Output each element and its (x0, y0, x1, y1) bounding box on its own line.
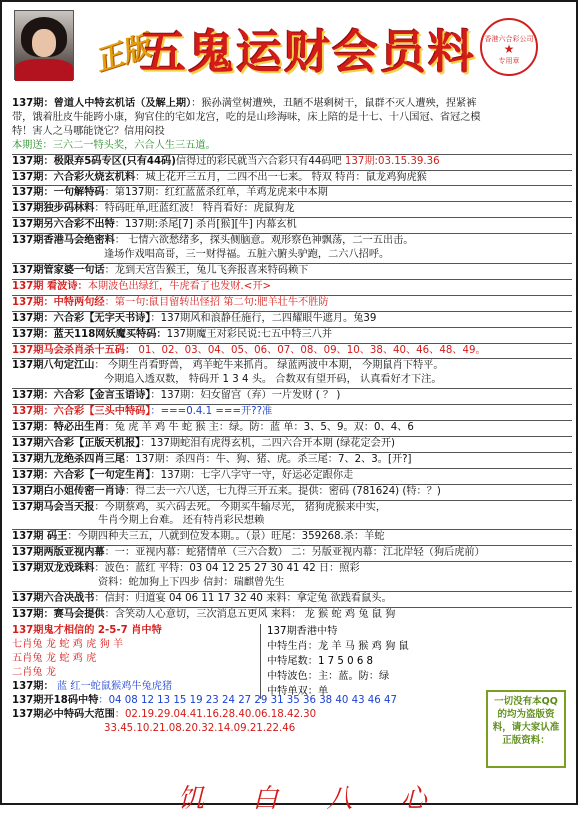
tip-line (12, 311, 572, 326)
tip-text: 特！害人之马哪能饶它？信用闷投 (12, 125, 165, 137)
tip-text: 137期：特必出生肖 (12, 422, 105, 434)
anti-piracy-notice: 一切没有本QQ的均为盗版资料，请大家认准正版资料： (486, 690, 566, 768)
tip-text: 137期六合决战书 (12, 593, 95, 604)
tip-line (12, 170, 572, 185)
tip-line (12, 694, 397, 708)
tip-line (12, 500, 572, 515)
row-value: 主：蓝。防：绿 (317, 671, 390, 682)
tip-text: ：城上花开三五月，二四不出一七来。 特双 特肖：鼠龙鸡狗虎猴 (135, 171, 427, 183)
bottom-section (12, 624, 572, 814)
tip-text: 137期香港马会绝密料 (12, 235, 115, 247)
hk-special-row (267, 639, 483, 654)
tip-text: 137期双龙戏珠料 (12, 563, 95, 575)
tip-text: 137期开18码中特 (12, 695, 99, 706)
tip-text: 带，饿着肚皮牛能跨小康，狗官住的宅如龙宫，吃的是山珍海味，床上陪的是十七、十八国冠、省冠之模 (12, 111, 481, 123)
tip-text: 137期 看波诗： (12, 280, 88, 292)
tip-text: 本期波色出绿红，牛虎看了也发财.<开> (87, 280, 272, 292)
tip-text: 137期：六合彩【一句定生肖】 (12, 469, 151, 481)
tip-text: 曾道人中特玄机话（及解上期） (53, 98, 192, 109)
tip-line (12, 561, 572, 576)
tip-text: ：今期四种夫三五，八就到位发本期。。（景）旺尾：359268.杀：羊蛇 (67, 531, 385, 543)
tip-line (12, 607, 572, 622)
tip-text: ：特码旺单,旺蓝红波！ 特肖看好：虎鼠狗龙 (94, 203, 295, 215)
tip-text: 137期必中特码大范围 (12, 709, 115, 720)
tip-line (12, 591, 572, 606)
tip-text: 五肖兔 龙 蛇 鸡 虎 (12, 653, 97, 664)
tip-text: 01、02、03、04、05、06、07、08、09、10、38、40、46、48、49。 (135, 344, 486, 356)
tip-text: 137期马会当天报 (12, 501, 95, 513)
tip-line (12, 111, 572, 125)
tip-line (12, 373, 572, 387)
tip-line (12, 248, 572, 262)
tip-text: ：04 08 12 13 15 19 23 24 27 29 31 35 36 38 40 43 46 47 (98, 695, 397, 706)
tip-text: ：02.19.29.04.41.16.28.40.06.18.42.30 (114, 709, 317, 720)
tip-text: 33.45.10.21.08.20.32.14.09.21.22.46 (104, 723, 296, 734)
hk-special-row (267, 654, 483, 669)
tip-text: ：含笑动人心意切，三次消息五更风 来料： 龙 猴 蛇 鸡 兔 鼠 狗 (104, 608, 396, 620)
tip-line (12, 185, 572, 200)
tip-text: 137期六合彩【正版天机报】 (12, 437, 141, 449)
tip-text: 137期马会杀肖杀十五码： (12, 344, 136, 356)
hk-special-title: 137期香港中特 (267, 626, 338, 637)
hk-special-box (260, 624, 483, 699)
company-seal: 香港六合彩公司 ★ 专用章 (480, 18, 538, 76)
tip-text: 137期：赛马会提供 (12, 608, 105, 620)
zheng-ban-stamp: 正版 (90, 29, 155, 78)
tip-line (12, 545, 572, 560)
tip-text: 137期：六合彩火烧玄机料 (12, 171, 136, 183)
tip-text: 二肖兔 龙 (12, 667, 56, 678)
tip-line (12, 708, 317, 722)
tip-text: 资料：蛇加狗上下四步 信封：瑞麒曾先生 (98, 577, 285, 589)
tip-text: 137期：一句解特码 (12, 187, 105, 199)
tip-text: 137期：六合彩【三头中特码】 (12, 406, 151, 418)
tip-line (12, 514, 572, 528)
portrait-photo (14, 10, 74, 80)
tip-text: ： 今期生肖看野兽， 鸡羊蛇牛来抓肖。 绿蓝两波中本期， 今期鼠肖下特平。 (94, 360, 444, 372)
row-value: 单 (317, 686, 329, 697)
tip-line (12, 452, 572, 467)
tip-line (12, 420, 572, 435)
row-label: 中特单双： (267, 686, 318, 697)
tip-text: 137期另六合彩不出特 (12, 219, 115, 231)
hk-special-row (267, 669, 483, 684)
tip-text: ：一：亚视内幕：蛇猪情单（三六合数） 二：另版亚视内幕：江北岸轻（狗后虎前） (104, 547, 485, 559)
tip-text: ：137期：七字八字守一守，好运必定跟你走 (150, 469, 354, 481)
tip-text: ：137期:杀尾[7] 杀肖[猴][牛] 内幕玄机 (114, 219, 297, 231)
tip-line (12, 279, 572, 294)
tip-text: 137期：六合彩【无字天书诗】 (12, 312, 151, 324)
tip-line (12, 624, 262, 638)
tip-text: ：得二去一六八送，七九得三开五来。提供：密码 (781624) (特：？) (124, 485, 441, 497)
tip-text: 137期：六合彩【金言玉语诗】 (12, 390, 151, 402)
row-value: 1 7 5 0 6 8 (317, 656, 374, 667)
tip-line (12, 97, 572, 111)
tip-text: ：137期：杀四肖：牛、狗、猪、虎。杀三尾：7、2、3。[开?] (124, 453, 412, 465)
tip-line (12, 680, 262, 694)
tip-line (12, 327, 572, 342)
tips-list (12, 97, 572, 622)
tip-line (12, 233, 572, 248)
tip-line (12, 638, 262, 652)
tip-text: 137期独步码林料 (12, 203, 95, 215)
tip-text: 137期：中特两句经 (12, 296, 105, 308)
header (2, 2, 576, 96)
tip-text: ：第137期：红红蓝蓝杀红单，羊鸡龙虎来中本期 (104, 187, 328, 199)
tip-line (12, 436, 572, 451)
tip-text: 137期两版亚视内幕 (12, 547, 105, 559)
tip-text: 信得过的彩民就当六合彩只有44码吧 (175, 155, 342, 167)
tip-text: ：137期：妇女留宫（弃）一片发财 ( ？ ) (150, 390, 341, 402)
tip-text: ：137期蛇泪有虎得玄机，二四六合开本期 (绿花定会开) (140, 437, 395, 449)
tip-line (12, 217, 572, 232)
tip-text: 137期：蓝天118网妖魔买特码： (12, 328, 167, 340)
tip-line (12, 295, 572, 310)
tip-text: ：第一句:鼠目留转出怪招 第二句:肥羊壮牛不胜防 (104, 296, 329, 308)
tip-line (12, 201, 572, 216)
tip-line (12, 358, 572, 373)
tip-text: 极限弃5码专区(只有44码) (53, 155, 176, 167)
tip-line (12, 468, 572, 483)
row-label: 中特波色： (267, 671, 318, 682)
tip-text: 137期： (12, 98, 54, 109)
tip-text: 逢场作戏唱高哥，三一财得福。五脏六腑头驴跑，二六八招呼。 (104, 249, 390, 261)
tip-text: 137期管家婆一句话 (12, 264, 105, 276)
tip-text: ： 七情六欲愁绪多，探头侧脑意。观形察色神飘荡，二一五出击。 (114, 235, 414, 247)
tip-line (12, 263, 572, 278)
tip-text: 蓝 红一蛇鼠猴鸡牛兔虎猪 (53, 681, 173, 692)
hk-special-row (267, 684, 483, 699)
tip-line (12, 139, 572, 153)
tip-line (12, 388, 572, 403)
tip-line (12, 529, 572, 544)
tip-line (12, 125, 572, 139)
row-value: 龙 羊 马 猴 鸡 狗 鼠 (317, 641, 409, 652)
page-title: 五鬼运财会员料 (140, 25, 476, 79)
tip-line (12, 652, 262, 666)
tip-text: 137期鬼才相信的 2-5-7 肖中特 (12, 625, 162, 636)
tip-line (12, 722, 296, 736)
tip-text: 今期追入透双数， 特码开 1 3 4 头。 合数双有望开码， 认真看好才下注。 (104, 374, 442, 386)
tip-text: 137期 码王 (12, 531, 68, 543)
tip-text: ：猴孙满堂树遭殃，丑陋不堪剩树干，鼠群不灭人遭殃，捏紧裤 (191, 98, 477, 109)
tip-text: 137期九龙绝杀四肖三尾 (12, 453, 125, 465)
tip-text: 137期八句定江山 (12, 360, 95, 372)
tip-text: 本期送：三六二一特头奖，六合人生三五道。 (12, 139, 216, 151)
tip-line (12, 343, 572, 358)
row-label: 中特尾数： (267, 656, 318, 667)
row-label: 中特生肖： (267, 641, 318, 652)
tip-text: ：信封：归道宴 04 06 11 17 32 40 来料：拿定兔 欲践看鼠头。 (94, 593, 392, 604)
tip-text: ：龙到天宫告猴王，兔儿飞奔报喜来特码赖下 (104, 264, 309, 276)
tip-line (12, 666, 262, 680)
tip-line (12, 154, 572, 169)
tip-text: ：137期风和浪静任施行，二四耀眼牛遮月。兔39 (150, 312, 377, 324)
tip-text: ：===0.4.1 ===开??准 (150, 406, 273, 418)
tip-line (12, 576, 572, 590)
tip-text: 137期魔王对彩民说:七五中特三八并 (166, 328, 333, 340)
tip-text: ：今期蔡鸡，买六码去死。 今期买牛输尽光， 猪狗虎猴来中实， (94, 501, 387, 513)
handwritten-signature: 饥 白 八 心 (178, 784, 447, 814)
tip-line (12, 404, 572, 419)
tip-text: 七肖兔 龙 蛇 鸡 虎 狗 羊 (12, 639, 124, 650)
tip-text: 137期： (12, 681, 54, 692)
tip-text: ：波色：蓝红 平特：03 04 12 25 27 30 41 42 日：照彩 (94, 563, 360, 575)
tip-line (12, 484, 572, 499)
tip-text: 牛肖今期上台难。 还有特肖彩民想赖 (98, 515, 265, 527)
tip-text: 137期： (12, 155, 54, 167)
tip-text: 137期:03.15.39.36 (341, 155, 440, 167)
tip-text: ：兔 虎 羊 鸡 牛 蛇 猴 主：绿。防：蓝 单：3、5、9。双：0、4、6 (104, 422, 414, 434)
tip-text: 137期白小姐传密一肖诗 (12, 485, 125, 497)
